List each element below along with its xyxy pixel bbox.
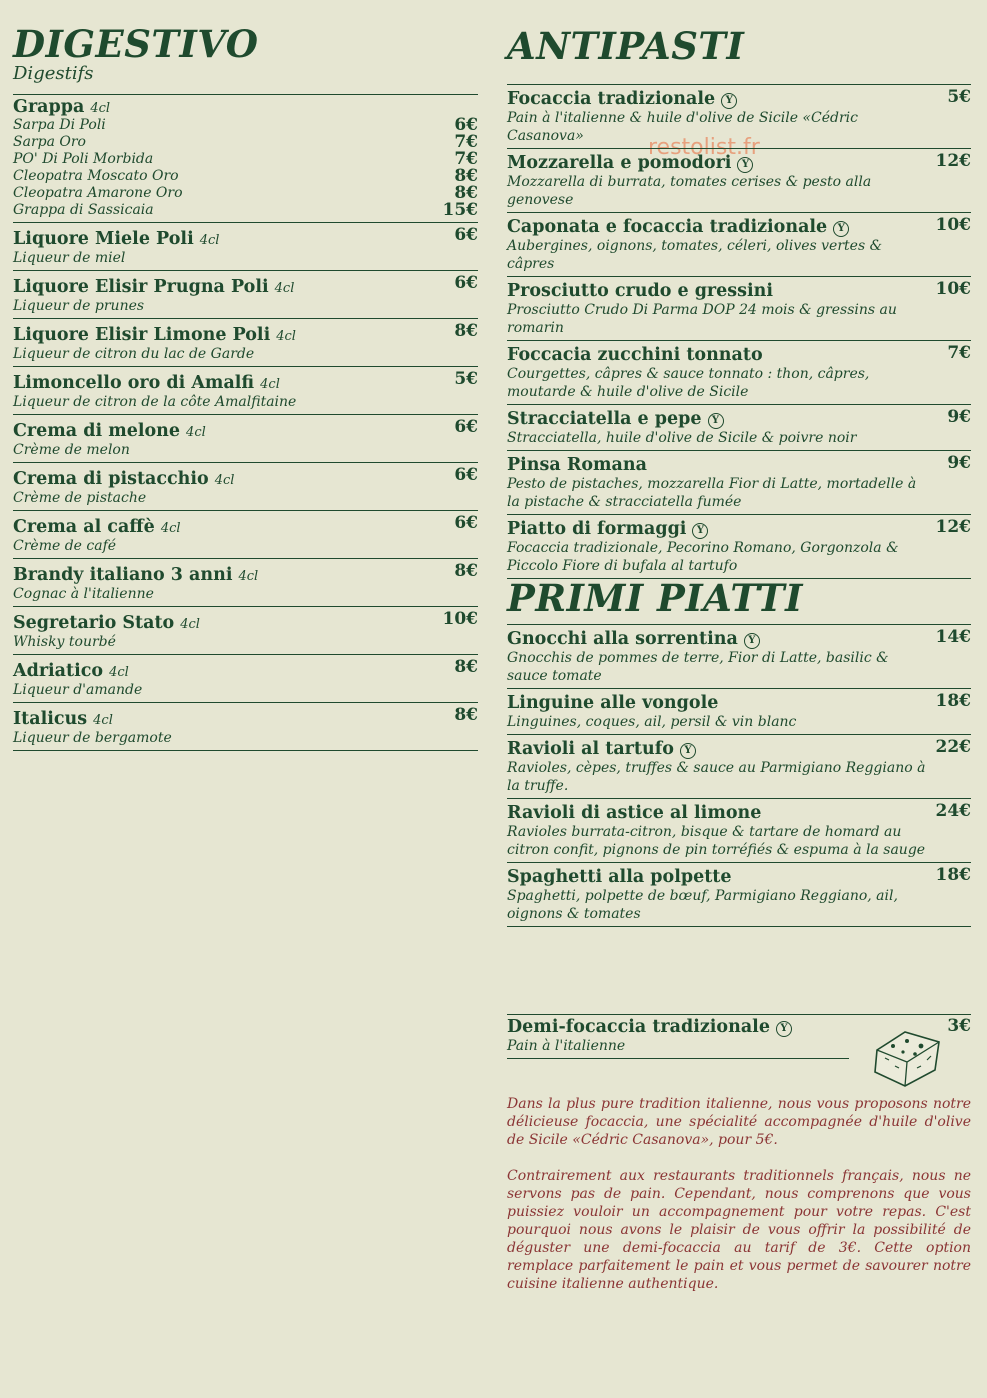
item-name: Gnocchi alla sorrentina — [507, 629, 738, 649]
item-name: Brandy italiano 3 anni — [13, 565, 233, 585]
item-price: 10€ — [935, 215, 971, 235]
item-header — [507, 455, 971, 475]
item-description: Liqueur de citron de la côte Amalfitaine — [13, 394, 297, 410]
item-name: Foccacia zucchini tonnato — [507, 345, 763, 365]
item-name: Mozzarella e pomodori — [507, 153, 732, 173]
menu-item — [13, 511, 478, 559]
vegetarian-icon: Y — [692, 523, 708, 539]
menu-item — [507, 405, 971, 451]
item-name: Ravioli di astice al limone — [507, 803, 762, 823]
grappa-list — [13, 117, 478, 219]
item-header — [507, 153, 971, 173]
item-name: Caponata e focaccia tradizionale — [507, 217, 828, 237]
vegetarian-icon: Y — [776, 1021, 792, 1037]
item-header — [507, 281, 971, 301]
item-header — [13, 517, 478, 537]
item-name: Adriatico — [13, 661, 104, 681]
grappa-row — [13, 151, 478, 168]
item-volume: 4cl — [274, 281, 295, 296]
menu-item — [507, 213, 971, 277]
grappa-row — [13, 185, 478, 202]
primi-title: PRIMI PIATTI — [507, 576, 803, 620]
menu-item — [507, 149, 971, 213]
item-price: 6€ — [454, 273, 478, 293]
menu-item — [507, 863, 971, 927]
grappa-row-name: PO' Di Poli Morbida — [13, 151, 154, 167]
item-price: 8€ — [454, 657, 478, 677]
item-description: Gnocchis de pommes de terre, Fior di Latte, basilic & sauce tomate — [507, 650, 889, 684]
grappa-row — [13, 117, 478, 134]
grappa-row-price: 15€ — [442, 200, 478, 220]
item-header — [13, 277, 478, 297]
grappa-row — [13, 134, 478, 151]
item-header — [13, 421, 478, 441]
item-price: 14€ — [935, 627, 971, 647]
item-price: 9€ — [947, 407, 971, 427]
item-name: Spaghetti alla polpette — [507, 867, 732, 887]
item-price: 12€ — [935, 151, 971, 171]
grappa-row-price: 7€ — [454, 132, 478, 152]
primi-list — [507, 625, 971, 927]
menu-item — [13, 271, 478, 319]
grappa-row-name: Cleopatra Moscato Oro — [13, 168, 179, 184]
grappa-row-name: Sarpa Di Poli — [13, 117, 106, 133]
item-description: Pain à l'italienne & huile d'olive de Sicile «Cédric Casanova» — [507, 110, 858, 144]
menu-item — [13, 319, 478, 367]
digestivo-list — [13, 223, 478, 751]
menu-item — [507, 735, 971, 799]
item-description: Whisky tourbé — [13, 634, 116, 650]
menu-item — [13, 655, 478, 703]
item-header — [13, 469, 478, 489]
item-header — [507, 217, 971, 237]
item-name: Italicus — [13, 709, 88, 729]
note-paragraph-1: Dans la plus pure tradition italienne, nous vous proposons notre délicieuse focaccia, une spécialité accompagnée d'huile d'olive de Sicile «Cédric Casanova», pour 5€. — [507, 1096, 971, 1148]
grappa-row-name: Sarpa Oro — [13, 134, 86, 150]
item-name: Segretario Stato — [13, 613, 175, 633]
item-volume: 4cl — [180, 617, 200, 632]
menu-item — [507, 799, 971, 863]
item-name: Pinsa Romana — [507, 455, 647, 475]
menu-item — [507, 85, 971, 149]
item-description: Liqueur de miel — [13, 250, 126, 266]
grappa-row — [13, 202, 478, 219]
item-description: Spaghetti, polpette de bœuf, Parmigiano Reggiano, ail, oignons & tomates — [507, 888, 898, 922]
item-price: 8€ — [454, 705, 478, 725]
grappa-item — [13, 95, 478, 223]
item-name: Linguine alle vongole — [507, 693, 719, 713]
item-price: 6€ — [454, 513, 478, 533]
item-header — [507, 409, 971, 429]
item-name: Ravioli al tartufo — [507, 739, 674, 759]
item-price: 12€ — [935, 517, 971, 537]
item-description: Ravioles burrata-citron, bisque & tartare de homard au citron confit, pignons de pin torréfiés & espuma à la sauge — [507, 824, 926, 858]
item-price: 8€ — [454, 561, 478, 581]
item-volume: 4cl — [93, 713, 113, 728]
item-name: Focaccia tradizionale — [507, 89, 716, 109]
item-price: 6€ — [454, 417, 478, 437]
item-header — [13, 613, 478, 633]
vegetarian-icon: Y — [833, 221, 849, 237]
antipasti-section — [507, 26, 971, 579]
grappa-row-price: 8€ — [454, 183, 478, 203]
vegetarian-icon: Y — [680, 743, 696, 759]
digestivo-subtitle: Digestifs — [13, 63, 94, 84]
menu-item — [507, 689, 971, 735]
item-name: Stracciatella e pepe — [507, 409, 702, 429]
item-header — [507, 693, 971, 713]
item-description: Crème de pistache — [13, 490, 147, 506]
item-description: Courgettes, câpres & sauce tonnato : thon, câpres, moutarde & huile d'olive de Sicile — [507, 366, 870, 400]
vegetarian-icon: Y — [708, 413, 724, 429]
item-volume: 4cl — [90, 101, 111, 116]
digestivo-title: DIGESTIVO — [13, 22, 259, 66]
menu-item — [13, 607, 478, 655]
item-price: 18€ — [935, 865, 971, 885]
digestivo-section — [13, 24, 478, 751]
grappa-row-name: Grappa di Sassicaia — [13, 202, 154, 218]
grappa-row-price: 7€ — [454, 149, 478, 169]
item-description: Liqueur de bergamote — [13, 730, 172, 746]
item-price: 10€ — [935, 279, 971, 299]
item-description: Liqueur de citron du lac de Garde — [13, 346, 255, 362]
menu-item — [13, 367, 478, 415]
item-name: Prosciutto crudo e gressini — [507, 281, 774, 301]
note-paragraph-2: Contrairement aux restaurants traditionnels français, nous ne servons pas de pain. Cependant, nous comprenons que vous puissiez vouloir un accompagnement pour votre repas. C'est pourquoi nous avons le plaisir de vous offrir la possibilité de déguster une demi-focaccia au tarif de 3€. Cette option remplace parfaitement le pain et vous permet de savourer notre cuisine italienne authentique. — [507, 1168, 971, 1292]
item-name: Crema di pistacchio — [13, 469, 209, 489]
item-name: Liquore Elisir Prugna Poli — [13, 277, 269, 297]
grappa-row-price: 8€ — [454, 166, 478, 186]
item-price: 7€ — [947, 343, 971, 363]
menu-item — [13, 415, 478, 463]
antipasti-list — [507, 85, 971, 579]
focaccia-notes — [507, 1095, 971, 1293]
item-header — [13, 565, 478, 585]
vegetarian-icon: Y — [737, 157, 753, 173]
item-volume: 4cl — [109, 665, 129, 680]
item-description: Crème de melon — [13, 442, 130, 458]
item-price: 10€ — [442, 609, 478, 629]
item-header — [13, 325, 478, 345]
item-volume: 4cl — [160, 521, 181, 536]
item-price: 22€ — [935, 737, 971, 757]
item-description: Prosciutto Crudo Di Parma DOP 24 mois & gressins au romarin — [507, 302, 897, 336]
antipasti-title: ANTIPASTI — [507, 24, 745, 68]
focaccia-illustration-icon — [869, 1022, 943, 1090]
item-header — [507, 345, 971, 365]
item-description: Linguines, coques, ail, persil & vin blanc — [507, 714, 797, 730]
item-description: Ravioles, cèpes, truffes & sauce au Parmigiano Reggiano à la truffe. — [507, 760, 926, 794]
item-header — [507, 519, 971, 539]
item-header — [507, 739, 971, 759]
item-price: 6€ — [454, 225, 478, 245]
vegetarian-icon: Y — [721, 93, 737, 109]
item-name: Grappa — [13, 97, 85, 117]
menu-item — [507, 341, 971, 405]
item-header — [507, 803, 971, 823]
demi-focaccia-section — [507, 1014, 971, 1059]
item-price: 8€ — [454, 321, 478, 341]
item-description: Pain à l'italienne — [507, 1038, 626, 1054]
item-header — [507, 867, 971, 887]
item-description: Aubergines, oignons, tomates, céleri, olives vertes & câpres — [507, 238, 883, 272]
item-header — [13, 373, 478, 393]
menu-item — [13, 703, 478, 751]
menu-item — [13, 223, 478, 271]
watermark: restolist.fr — [648, 135, 760, 160]
item-volume: 4cl — [199, 233, 220, 248]
item-description: Crème de café — [13, 538, 117, 554]
item-volume: 4cl — [276, 329, 296, 344]
item-description: Pesto de pistaches, mozzarella Fior di Latte, mortadelle à la pistache & stracciatella fumée — [507, 476, 917, 510]
menu-item — [507, 515, 971, 579]
item-description: Liqueur d'amande — [13, 682, 143, 698]
item-description: Focaccia tradizionale, Pecorino Romano, Gorgonzola & Piccolo Fiore di bufala al tartufo — [507, 540, 899, 574]
grappa-row — [13, 168, 478, 185]
item-name: Crema di melone — [13, 421, 181, 441]
item-volume: 4cl — [238, 569, 259, 584]
menu-item — [507, 451, 971, 515]
item-name: Piatto di formaggi — [507, 519, 687, 539]
item-price: 3€ — [947, 1016, 971, 1036]
menu-item — [13, 559, 478, 607]
item-description: Stracciatella, huile d'olive de Sicile & poivre noir — [507, 430, 857, 446]
item-price: 18€ — [935, 691, 971, 711]
primi-section — [507, 578, 971, 927]
item-name: Limoncello oro di Amalfi — [13, 373, 255, 393]
menu-item — [13, 463, 478, 511]
demi-focaccia-item — [507, 1015, 849, 1059]
item-description: Liqueur de prunes — [13, 298, 145, 314]
menu-item — [507, 277, 971, 341]
item-price: 6€ — [454, 465, 478, 485]
item-description: Mozzarella di burrata, tomates cerises & pesto alla genovese — [507, 174, 872, 208]
item-header — [13, 229, 478, 249]
item-name: Crema al caffè — [13, 517, 155, 537]
item-volume: 4cl — [186, 425, 206, 440]
item-header — [507, 629, 971, 649]
item-price: 5€ — [947, 87, 971, 107]
vegetarian-icon: Y — [744, 633, 760, 649]
item-volume: 4cl — [260, 377, 280, 392]
item-name: Liquore Miele Poli — [13, 229, 194, 249]
item-header — [13, 709, 478, 729]
item-volume: 4cl — [214, 473, 235, 488]
item-header — [13, 661, 478, 681]
item-price: 24€ — [935, 801, 971, 821]
menu-item — [507, 625, 971, 689]
grappa-row-price: 6€ — [454, 115, 478, 135]
item-header — [507, 89, 971, 109]
grappa-row-name: Cleopatra Amarone Oro — [13, 185, 183, 201]
item-name: Liquore Elisir Limone Poli — [13, 325, 271, 345]
item-description: Cognac à l'italienne — [13, 586, 154, 602]
item-price: 9€ — [947, 453, 971, 473]
item-price: 5€ — [454, 369, 478, 389]
item-name: Demi-focaccia tradizionale — [507, 1017, 770, 1037]
